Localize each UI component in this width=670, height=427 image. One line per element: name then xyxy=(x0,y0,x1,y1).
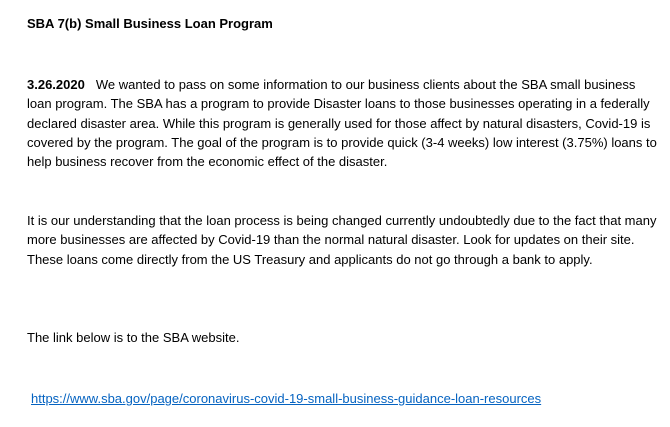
loan-process-paragraph: It is our understanding that the loan process is being changed currently undoubtedly due to the fact that many more businesses are affected by Covid-19 than the normal natural disaster. Look for updates on their site. These loans come directly from the US Treasury and applicants do not go through a bank to apply. xyxy=(27,213,657,267)
document-title: SBA 7(b) Small Business Loan Program xyxy=(27,16,273,31)
paragraph-date: 3.26.2020 xyxy=(27,77,85,92)
link-intro-paragraph: The link below is to the SBA website. xyxy=(27,330,240,345)
intro-paragraph xyxy=(27,75,657,171)
intro-paragraph-text: We wanted to pass on some information to our business clients about the SBA small business loan program. The SBA has a program to provide Disaster loans to those businesses operating in a federally declared disaster area. While this program is generally used for those affect by natural disasters, Covid-19 is covered by the program. The goal of the program is to provide quick (3-4 weeks) low interest (3.75%) loans to help business recover from the economic effect of the disaster. xyxy=(27,77,657,170)
sba-website-link[interactable]: https://www.sba.gov/page/coronavirus-covid-19-small-business-guidance-loan-resources xyxy=(31,391,542,406)
